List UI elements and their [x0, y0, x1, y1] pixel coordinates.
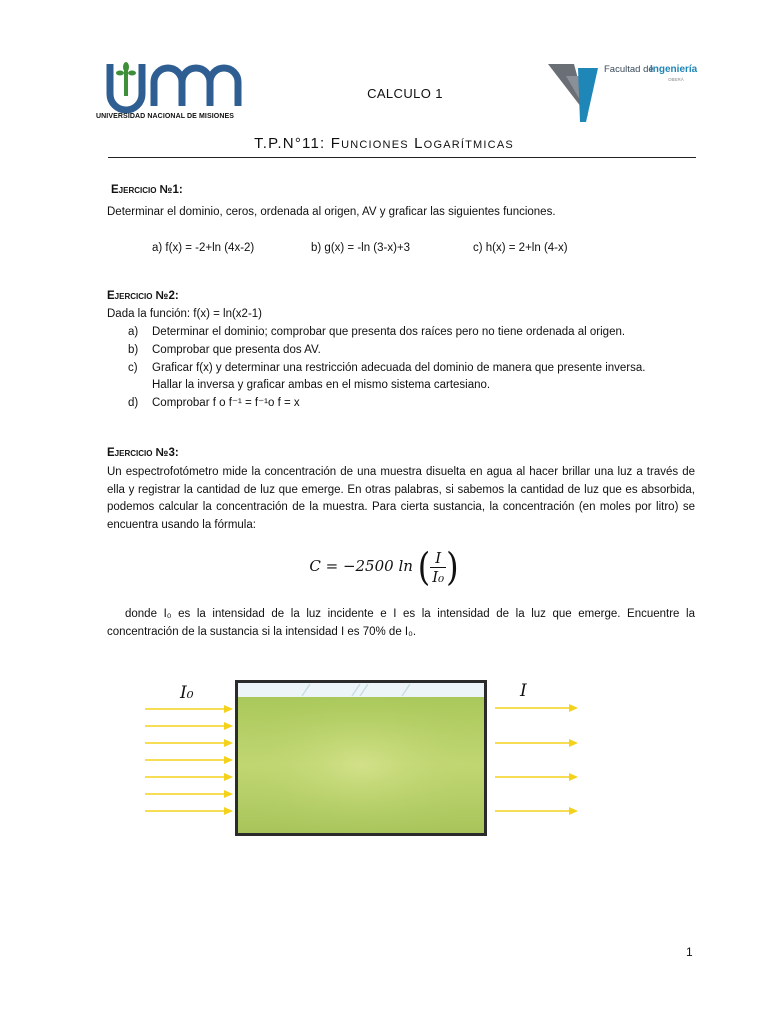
page-number: 1	[686, 945, 693, 959]
emerging-arrows	[495, 704, 578, 815]
incident-arrows	[145, 705, 233, 815]
course-title: CALCULO 1	[367, 86, 443, 101]
item-label: d)	[128, 397, 139, 409]
item-text: Determinar el dominio; comprobar que presenta dos raíces pero no tiene ordenada al origen.	[152, 326, 626, 338]
formula-denominator: I₀	[432, 567, 445, 586]
concentration-formula: C = −2500 ln ( $\frac{I}{\text{I₀}}$ )	[309, 544, 459, 590]
title-main: Funciones Logarítmicas	[330, 135, 514, 152]
arrow-out	[495, 704, 578, 712]
university-name: UNIVERSIDAD NACIONAL DE MISIONES	[96, 113, 235, 120]
emerging-intensity-label: I	[520, 681, 527, 701]
arrow-out	[495, 739, 578, 747]
ex1-item-c: c) h(x) = 2+ln (4-x)	[473, 242, 568, 254]
faculty-line2: Ingeniería	[650, 64, 698, 75]
item-label: a)	[128, 326, 139, 338]
arrow-in	[145, 722, 233, 730]
title-prefix: T.P.N°11:	[254, 135, 331, 152]
arrow-in	[145, 773, 233, 781]
ex2-heading: Ejercicio №2:	[107, 290, 179, 302]
ex3-paragraph: Un espectrofotómetro mide la concentración de una muestra disuelta en agua al hacer brillar una luz a través de ella y registrar la cantidad de luz que emerge. En otras palabras, si sabemos la cantidad de luz que es absorbida, podemos calcular la concentración de la muestra. Para cierta sustancia, la concentración (en moles por litro) se encuentra usando la fórmula:	[107, 466, 695, 531]
spectrophotometer-diagram	[140, 676, 590, 836]
title-rule	[108, 157, 696, 158]
sample-cuvette	[235, 680, 487, 836]
item-text: Comprobar f o f⁻¹ = f⁻¹o f = x	[152, 397, 300, 409]
ex1-statement: Determinar el dominio, ceros, ordenada al origen, AV y graficar las siguientes funciones.	[107, 206, 556, 218]
arrow-out	[495, 773, 578, 781]
item-text: Comprobar que presenta dos AV.	[152, 344, 321, 356]
list-item	[0, 342, 768, 360]
ex1-heading: Ejercicio №1:	[111, 184, 183, 196]
item-text: Graficar f(x) y determinar una restricción adecuada del dominio de manera que presente inversa.	[152, 362, 646, 374]
arrow-out	[495, 807, 578, 815]
list-item	[0, 377, 768, 395]
page-title	[0, 135, 768, 152]
arrow-in	[145, 739, 233, 747]
ex3-question: donde I₀ es la intensidad de la luz incidente e I es la intensidad de la luz que emerge. Encuentre la concentración de la sustancia si la intensidad I es 70% de I₀.	[107, 608, 695, 638]
faculty-sub: OBERÁ	[668, 77, 684, 82]
list-item	[0, 395, 768, 413]
formula-lhs: C = −2500 ln	[309, 557, 413, 575]
faculty-logo	[546, 60, 706, 126]
ex3-heading: Ejercicio №3:	[107, 447, 179, 459]
arrow-in	[145, 756, 233, 764]
incident-intensity-label: I₀	[180, 683, 194, 703]
ex1-item-a: a) f(x) = -2+ln (4x-2)	[152, 242, 255, 254]
ex1-item-b: b) g(x) = -ln (3-x)+3	[311, 242, 411, 254]
faculty-line1: Facultad de	[604, 64, 654, 75]
formula-numerator: I	[430, 549, 446, 568]
arrow-in	[145, 705, 233, 713]
list-item	[0, 360, 768, 378]
arrow-in	[145, 790, 233, 798]
ex2-given: Dada la función: f(x) = ln(x2-1)	[107, 308, 262, 320]
item-label: b)	[128, 344, 139, 356]
list-item	[0, 324, 768, 342]
item-label: c)	[128, 362, 138, 374]
arrow-in	[145, 807, 233, 815]
item-text: Hallar la inversa y graficar ambas en el mismo sistema cartesiano.	[152, 379, 491, 391]
